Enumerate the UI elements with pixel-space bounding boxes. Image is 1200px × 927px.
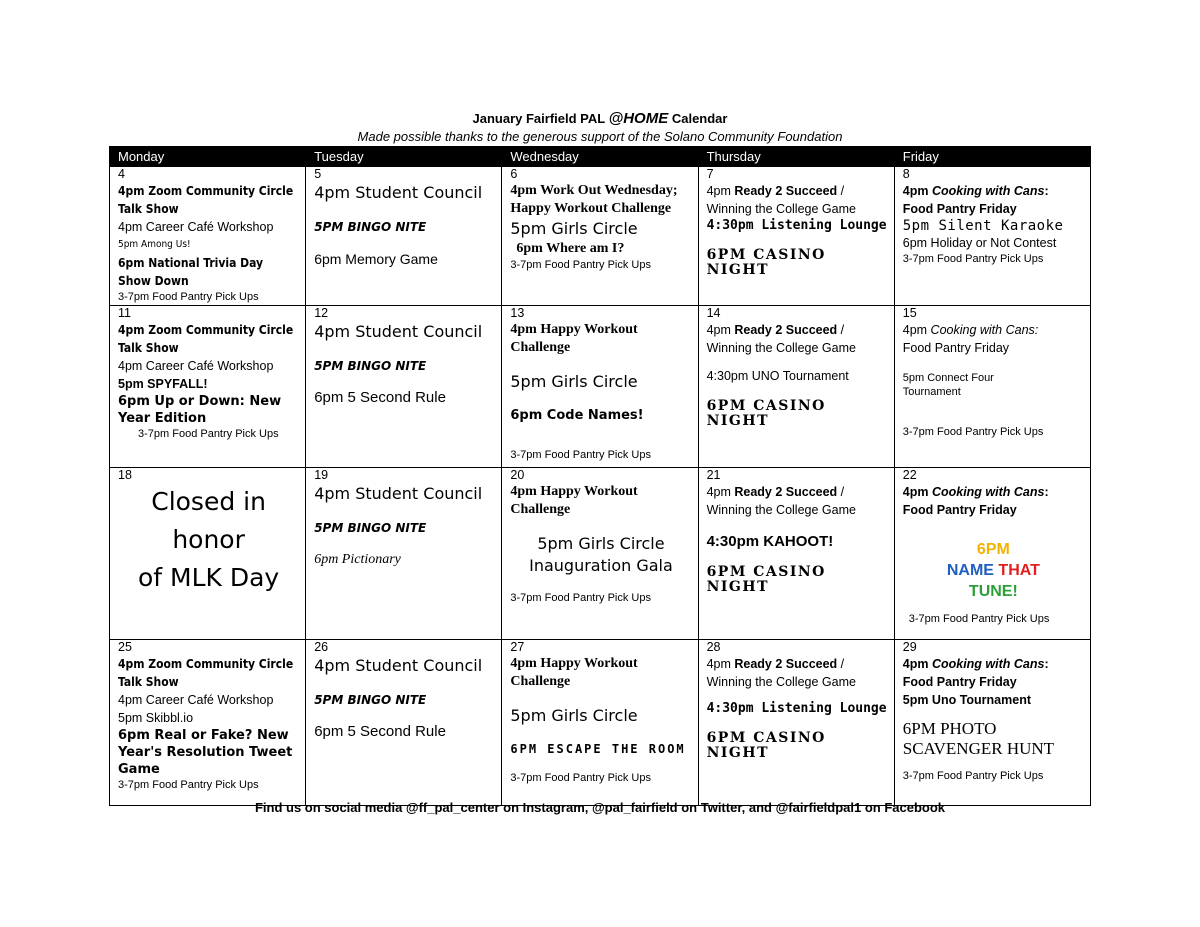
day-cell-jan-5 — [306, 167, 502, 306]
day-cell-jan-11 — [110, 306, 306, 468]
week-row-3 — [110, 468, 1091, 640]
day-cell-jan-29 — [894, 640, 1090, 806]
day-number: 7 — [706, 167, 714, 181]
event-listening-lounge: 4:30pm Listening Lounge — [706, 218, 887, 233]
weekday-header-friday: Friday — [894, 147, 1090, 167]
event-ready-2-succeed: 4pm Ready 2 Succeed / — [706, 323, 845, 337]
event-name-that-tune — [903, 539, 1084, 602]
day-number: 22 — [902, 468, 917, 482]
event-student-council: 4pm Student Council — [314, 484, 483, 503]
day-cell-jan-22 — [894, 468, 1090, 640]
closed-notice-line-3: of MLK Day — [137, 563, 280, 592]
day-cell-jan-20 — [502, 468, 698, 640]
day-number: 6 — [510, 167, 518, 181]
closed-notice-line-1: Closed in — [151, 487, 266, 516]
event-5-second-rule: 6pm 5 Second Rule — [314, 723, 446, 740]
tune-time: 6PM — [976, 541, 1010, 558]
event-spyfall: 5pm SPYFALL! — [118, 377, 208, 391]
day-number: 28 — [706, 640, 721, 654]
event-zoom-talk-show: 4pm Zoom Community Circle Talk Show — [118, 184, 294, 216]
event-casino-night: 6PM CASINO NIGHT — [706, 247, 826, 278]
event-where-am-i: 6pm Where am I? — [516, 241, 625, 256]
event-student-council: 4pm Student Council — [314, 656, 483, 675]
event-uno-tournament: 4:30pm UNO Tournament — [706, 369, 849, 383]
calendar-subtitle: Made possible thanks to the generous support of the Solano Community Foundation — [357, 129, 843, 144]
day-number: 15 — [902, 306, 917, 320]
day-cell-jan-26 — [306, 640, 502, 806]
event-food-pantry: 3-7pm Food Pantry Pick Ups — [908, 613, 1050, 625]
weekday-header-monday: Monday — [110, 147, 306, 167]
day-cell-jan-7 — [698, 167, 894, 306]
day-cell-jan-12 — [306, 306, 502, 468]
event-ready-2-succeed: 4pm Ready 2 Succeed / — [706, 485, 845, 499]
event-food-pantry: 3-7pm Food Pantry Pick Ups — [510, 259, 651, 271]
event-girls-circle: 5pm Girls Circle — [537, 534, 665, 553]
week-row-2 — [110, 306, 1091, 468]
day-cell-jan-13 — [502, 306, 698, 468]
event-food-pantry-friday: Food Pantry Friday — [902, 202, 1017, 216]
event-food-pantry-friday: Food Pantry Friday — [902, 503, 1017, 517]
day-cell-jan-8 — [894, 167, 1090, 306]
event-holiday-or-not: 6pm Holiday or Not Contest — [902, 236, 1057, 250]
day-cell-jan-28 — [698, 640, 894, 806]
event-photo-scavenger-hunt: 6PM PHOTO SCAVENGER HUNT — [902, 719, 1055, 758]
event-career-cafe: 4pm Career Café Workshop — [118, 693, 274, 707]
event-skribbl: 5pm Skibbl.io — [118, 711, 194, 725]
weekday-header-wednesday: Wednesday — [502, 147, 698, 167]
event-zoom-talk-show: 4pm Zoom Community Circle Talk Show — [118, 657, 294, 689]
event-bingo-nite: 5PM BINGO NITE — [314, 220, 427, 234]
calendar-title — [0, 110, 1200, 127]
weekday-header-thursday: Thursday — [698, 147, 894, 167]
week-row-1 — [110, 167, 1091, 306]
event-5-second-rule: 6pm 5 Second Rule — [314, 389, 446, 406]
event-kahoot: 4:30pm KAHOOT! — [706, 533, 834, 550]
day-number: 5 — [314, 167, 322, 181]
event-food-pantry: 3-7pm Food Pantry Pick Ups — [902, 426, 1044, 438]
day-number: 26 — [314, 640, 329, 654]
event-food-pantry-friday: Food Pantry Friday — [902, 341, 1010, 355]
event-inauguration-gala: Inauguration Gala — [529, 556, 673, 575]
event-bingo-nite: 5PM BINGO NITE — [314, 359, 427, 373]
event-student-council: 4pm Student Council — [314, 322, 483, 341]
day-number: 25 — [118, 640, 132, 654]
closed-notice-line-2: honor — [172, 525, 245, 554]
day-cell-jan-14 — [698, 306, 894, 468]
event-cooking-with-cans: 4pm Cooking with Cans: — [902, 323, 1039, 337]
day-number: 4 — [118, 167, 125, 181]
day-number: 12 — [314, 306, 329, 320]
day-number: 21 — [706, 468, 721, 482]
day-cell-jan-18 — [110, 468, 306, 640]
event-among-us: 5pm Among Us! — [118, 239, 191, 250]
event-food-pantry: 3-7pm Food Pantry Pick Ups — [510, 772, 651, 784]
event-college-game: Winning the College Game — [706, 503, 856, 517]
event-workout-wednesday: 4pm Work Out Wednesday; Happy Workout Challenge — [510, 183, 678, 216]
event-bingo-nite: 5PM BINGO NITE — [314, 521, 427, 535]
event-zoom-talk-show: 4pm Zoom Community Circle Talk Show — [118, 323, 294, 355]
day-cell-jan-4 — [110, 167, 306, 306]
day-cell-jan-25 — [110, 640, 306, 806]
day-cell-jan-15 — [894, 306, 1090, 468]
event-real-or-fake: 6pm Real or Fake? New Year's Resolution Tweet Game — [118, 728, 293, 777]
event-up-or-down: 6pm Up or Down: New Year Edition — [118, 394, 282, 426]
day-number: 14 — [706, 306, 721, 320]
event-college-game: Winning the College Game — [706, 202, 856, 216]
event-girls-circle: 5pm Girls Circle — [510, 219, 638, 238]
day-cell-jan-19 — [306, 468, 502, 640]
event-student-council: 4pm Student Council — [314, 183, 483, 202]
day-number: 20 — [510, 468, 525, 482]
event-career-cafe: 4pm Career Café Workshop — [118, 220, 274, 234]
week-row-4 — [110, 640, 1091, 806]
event-ready-2-succeed: 4pm Ready 2 Succeed / — [706, 184, 845, 198]
event-memory-game: 6pm Memory Game — [314, 251, 438, 267]
event-happy-workout: 4pm Happy Workout Challenge — [510, 322, 638, 355]
event-food-pantry: 3-7pm Food Pantry Pick Ups — [902, 770, 1044, 782]
day-number: 13 — [510, 306, 525, 320]
event-career-cafe: 4pm Career Café Workshop — [118, 359, 274, 373]
event-listening-lounge: 4:30pm Listening Lounge — [706, 701, 887, 716]
event-cooking-with-cans: 4pm Cooking with Cans: — [902, 657, 1049, 671]
event-happy-workout: 4pm Happy Workout Challenge — [510, 484, 638, 517]
event-trivia-showdown: 6pm National Trivia Day Show Down — [118, 256, 264, 288]
day-number: 19 — [314, 468, 329, 482]
event-connect-four: 5pm Connect Four Tournament — [902, 372, 994, 398]
event-food-pantry: 3-7pm Food Pantry Pick Ups — [510, 449, 651, 461]
tune-title-line-1: NAME THAT — [946, 562, 1040, 579]
day-number: 27 — [510, 640, 525, 654]
event-cooking-with-cans: 4pm Cooking with Cans: — [902, 184, 1049, 198]
event-code-names: 6pm Code Names! — [510, 408, 644, 423]
weekday-header-tuesday: Tuesday — [306, 147, 502, 167]
day-number: 29 — [902, 640, 917, 654]
event-food-pantry: 3-7pm Food Pantry Pick Ups — [118, 779, 259, 791]
event-uno-tournament: 5pm Uno Tournament — [902, 693, 1031, 707]
title-home-logo: @HOME — [608, 110, 669, 127]
title-suffix: Calendar — [671, 111, 728, 126]
event-pictionary: 6pm Pictionary — [314, 552, 401, 567]
event-food-pantry: 3-7pm Food Pantry Pick Ups — [510, 592, 651, 604]
event-silent-karaoke: 5pm Silent Karaoke — [902, 218, 1064, 234]
title-prefix: January Fairfield PAL — [472, 111, 605, 126]
day-cell-jan-6 — [502, 167, 698, 306]
event-girls-circle: 5pm Girls Circle — [510, 706, 638, 725]
event-casino-night: 6PM CASINO NIGHT — [706, 730, 826, 761]
day-number: 8 — [902, 167, 910, 181]
day-number: 11 — [118, 306, 131, 320]
event-bingo-nite: 5PM BINGO NITE — [314, 693, 427, 707]
social-media-footer: Find us on social media @ff_pal_center on Instagram, @pal_fairfield on Twitter, and @fairfieldpal1 on Facebook — [254, 800, 946, 815]
day-cell-jan-27 — [502, 640, 698, 806]
tune-title-line-2: TUNE! — [968, 583, 1018, 600]
event-college-game: Winning the College Game — [706, 675, 856, 689]
event-food-pantry: 3-7pm Food Pantry Pick Ups — [118, 291, 259, 303]
day-number: 18 — [118, 468, 132, 482]
event-food-pantry: 3-7pm Food Pantry Pick Ups — [138, 428, 279, 440]
event-casino-night: 6PM CASINO NIGHT — [706, 398, 826, 429]
event-happy-workout: 4pm Happy Workout Challenge — [510, 656, 638, 689]
event-escape-the-room: 6PM ESCAPE THE ROOM — [510, 742, 686, 756]
event-food-pantry: 3-7pm Food Pantry Pick Ups — [902, 253, 1044, 265]
event-girls-circle: 5pm Girls Circle — [510, 372, 638, 391]
event-ready-2-succeed: 4pm Ready 2 Succeed / — [706, 657, 845, 671]
calendar-table — [109, 146, 1091, 806]
event-casino-night: 6PM CASINO NIGHT — [706, 564, 826, 595]
event-cooking-with-cans: 4pm Cooking with Cans: — [902, 485, 1049, 499]
weekday-header-row — [110, 147, 1091, 167]
day-cell-jan-21 — [698, 468, 894, 640]
event-college-game: Winning the College Game — [706, 341, 856, 355]
event-food-pantry-friday: Food Pantry Friday — [902, 675, 1017, 689]
